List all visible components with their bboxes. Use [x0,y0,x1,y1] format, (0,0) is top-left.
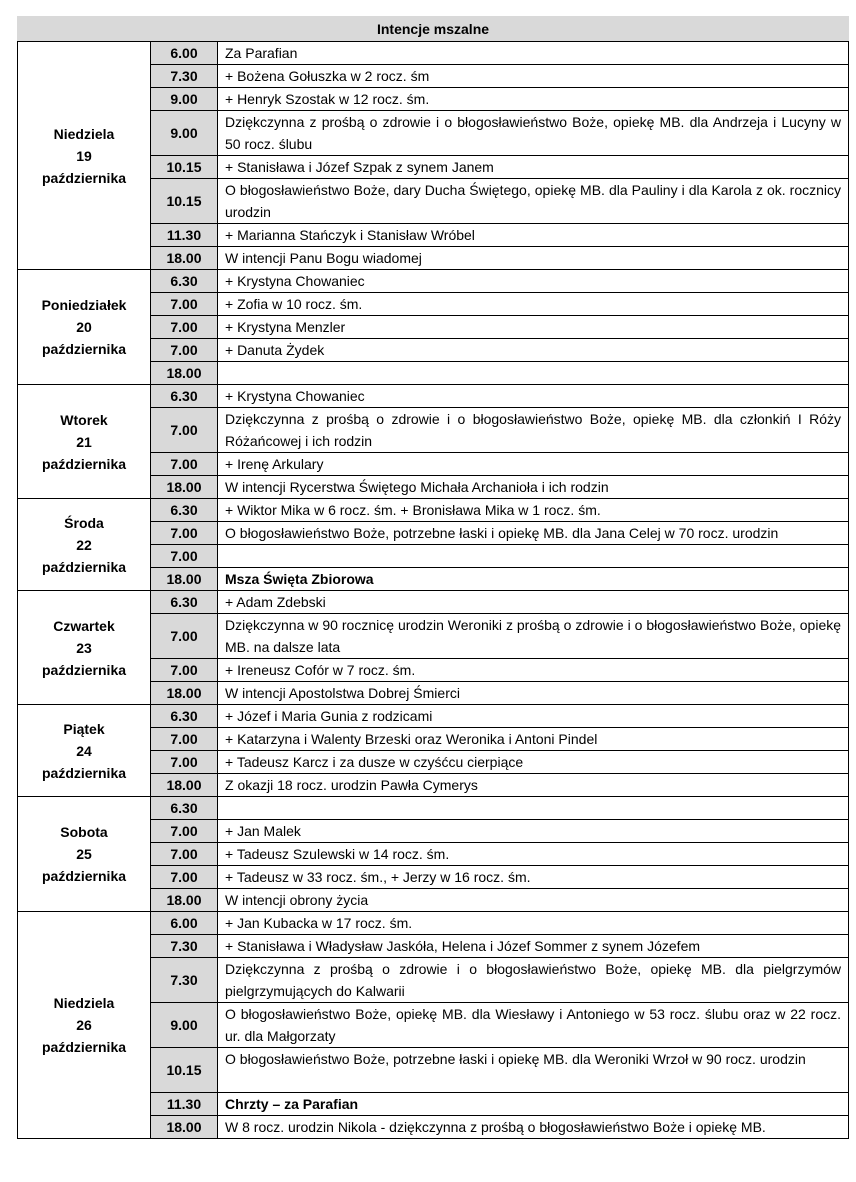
mass-time: 18.00 [151,889,218,912]
mass-time: 7.00 [151,316,218,339]
mass-intention: Dziękczynna w 90 rocznicę urodzin Weroniki z prośbą o zdrowie i o błogosławieństwo Boże, opiekę MB. na dalsze lata [218,614,849,659]
mass-intention: W 8 rocz. urodzin Nikola - dziękczynna z prośbą o błogosławieństwo Boże i opiekę MB. [218,1116,849,1139]
day-num: 25 [76,846,92,862]
day-num: 19 [76,147,92,164]
mass-time: 18.00 [151,476,218,499]
mass-intention: + Stanisława i Józef Szpak z synem Janem [218,156,849,179]
mass-intention: Dziękczynna z prośbą o zdrowie i o błogosławieństwo Boże, opiekę MB. dla Andrzeja i Lucyny w 50 rocz. ślubu [218,111,849,156]
day-month: października [41,1039,127,1055]
mass-intention: Msza Święta Zbiorowa [218,568,849,591]
mass-intention: O błogosławieństwo Boże, potrzebne łaski i opiekę MB. dla Weroniki Wrzoł w 90 rocz. urodzin [218,1048,849,1093]
day-cell [18,912,151,1139]
day-month: października [41,455,127,472]
mass-intention [218,797,849,820]
mass-time: 7.30 [151,935,218,958]
mass-time: 18.00 [151,362,218,385]
table-row [18,797,849,820]
mass-intention: + Stanisława i Władysław Jaskóła, Helena i Józef Sommer z synem Józefem [218,935,849,958]
mass-intention: + Krystyna Menzler [218,316,849,339]
mass-intention: + Bożena Gołuszka w 2 rocz. śm [218,65,849,88]
mass-time: 7.30 [151,958,218,1003]
day-name: Niedziela [53,125,115,142]
mass-intention: Dziękczynna z prośbą o zdrowie i o błogosławieństwo Boże, opiekę MB. dla pielgrzymów pielgrzymujących do Kalwarii [218,958,849,1003]
day-name: Środa [64,514,104,531]
mass-time: 18.00 [151,774,218,797]
mass-intention [218,545,849,568]
mass-intention: + Krystyna Chowaniec [218,385,849,408]
mass-time: 7.00 [151,522,218,545]
mass-intention: + Wiktor Mika w 6 rocz. śm. + Bronisława Mika w 1 rocz. śm. [218,499,849,522]
mass-time: 11.30 [151,1093,218,1116]
mass-intention: W intencji Apostolstwa Dobrej Śmierci [218,682,849,705]
mass-time: 7.00 [151,728,218,751]
mass-time: 11.30 [151,224,218,247]
mass-intention: + Irenę Arkulary [218,453,849,476]
mass-time: 7.00 [151,820,218,843]
mass-time: 10.15 [151,179,218,224]
day-num: 20 [76,319,92,335]
day-cell [18,42,151,270]
table-row [18,385,849,408]
mass-time: 7.00 [151,408,218,453]
table-row [18,42,849,65]
mass-time: 7.00 [151,339,218,362]
day-name: Piątek [63,720,105,737]
day-name: Niedziela [53,995,115,1011]
mass-time: 6.30 [151,591,218,614]
mass-intention: W intencji Rycerstwa Świętego Michała Archanioła i ich rodzin [218,476,849,499]
mass-time: 7.00 [151,545,218,568]
mass-time: 7.00 [151,751,218,774]
day-cell [18,797,151,912]
mass-time: 6.30 [151,797,218,820]
mass-intention: Za Parafian [218,42,849,65]
day-cell [18,270,151,385]
table-title: Intencje mszalne [18,17,849,42]
mass-time: 6.30 [151,385,218,408]
day-num: 24 [76,742,92,759]
mass-intention: + Krystyna Chowaniec [218,270,849,293]
mass-intention: O błogosławieństwo Boże, opiekę MB. dla Wiesławy i Antoniego w 53 rocz. ślubu oraz w 22 rocz. ur. dla Małgorzaty [218,1003,849,1048]
mass-time: 9.00 [151,1003,218,1048]
day-num: 26 [76,1017,92,1033]
table-row [18,270,849,293]
mass-intention: + Tadeusz Karcz i za dusze w czyśćcu cierpiące [218,751,849,774]
mass-time: 7.00 [151,659,218,682]
mass-intention: + Danuta Żydek [218,339,849,362]
mass-intention: Z okazji 18 rocz. urodzin Pawła Cymerys [218,774,849,797]
table-row [18,912,849,935]
mass-time: 7.00 [151,293,218,316]
mass-intention [218,362,849,385]
mass-time: 18.00 [151,247,218,270]
mass-intention: + Tadeusz Szulewski w 14 rocz. śm. [218,843,849,866]
mass-time: 9.00 [151,88,218,111]
day-cell [18,591,151,705]
table-row [18,705,849,728]
mass-time: 10.15 [151,1048,218,1093]
mass-time: 6.30 [151,499,218,522]
mass-intention: + Marianna Stańczyk i Stanisław Wróbel [218,224,849,247]
day-num: 23 [76,639,92,656]
mass-time: 9.00 [151,111,218,156]
mass-time: 6.00 [151,42,218,65]
mass-time: 7.00 [151,614,218,659]
mass-intention: W intencji Panu Bogu wiadomej [218,247,849,270]
day-month: października [41,868,127,884]
mass-intention: O błogosławieństwo Boże, dary Ducha Świętego, opiekę MB. dla Pauliny i dla Karola z ok. rocznicy urodzin [218,179,849,224]
mass-time: 18.00 [151,682,218,705]
day-name: Wtorek [60,411,108,428]
mass-time: 7.00 [151,866,218,889]
day-name: Czwartek [53,617,115,634]
mass-time: 7.00 [151,843,218,866]
mass-intention: + Jan Malek [218,820,849,843]
mass-time: 7.30 [151,65,218,88]
mass-time: 6.30 [151,270,218,293]
day-month: października [41,661,127,678]
day-month: października [41,341,127,357]
table-row [18,499,849,522]
day-name: Poniedziałek [41,297,127,313]
mass-intention: + Katarzyna i Walenty Brzeski oraz Weronika i Antoni Pindel [218,728,849,751]
mass-time: 18.00 [151,1116,218,1139]
mass-time: 6.00 [151,912,218,935]
mass-intention: W intencji obrony życia [218,889,849,912]
day-month: października [41,169,127,186]
day-cell [18,499,151,591]
day-num: 22 [76,536,92,553]
mass-intention: + Ireneusz Cofór w 7 rocz. śm. [218,659,849,682]
schedule-body [18,42,849,1139]
mass-intentions-table [17,16,849,1139]
table-row [18,591,849,614]
mass-time: 18.00 [151,568,218,591]
mass-intention: + Jan Kubacka w 17 rocz. śm. [218,912,849,935]
day-cell [18,705,151,797]
mass-intention: + Józef i Maria Gunia z rodzicami [218,705,849,728]
mass-time: 7.00 [151,453,218,476]
mass-intention: Chrzty – za Parafian [218,1093,849,1116]
day-cell [18,385,151,499]
mass-intention: + Adam Zdebski [218,591,849,614]
mass-intention: + Zofia w 10 rocz. śm. [218,293,849,316]
mass-intention: + Henryk Szostak w 12 rocz. śm. [218,88,849,111]
day-num: 21 [76,433,92,450]
day-name: Sobota [60,824,108,840]
mass-intention: Dziękczynna z prośbą o zdrowie i o błogosławieństwo Boże, opiekę MB. dla członkiń I Róży Różańcowej i ich rodzin [218,408,849,453]
day-month: października [41,764,127,781]
day-month: października [41,558,127,575]
mass-time: 10.15 [151,156,218,179]
mass-time: 6.30 [151,705,218,728]
mass-intention: + Tadeusz w 33 rocz. śm., + Jerzy w 16 rocz. śm. [218,866,849,889]
mass-intention: O błogosławieństwo Boże, potrzebne łaski i opiekę MB. dla Jana Celej w 70 rocz. urodzin [218,522,849,545]
